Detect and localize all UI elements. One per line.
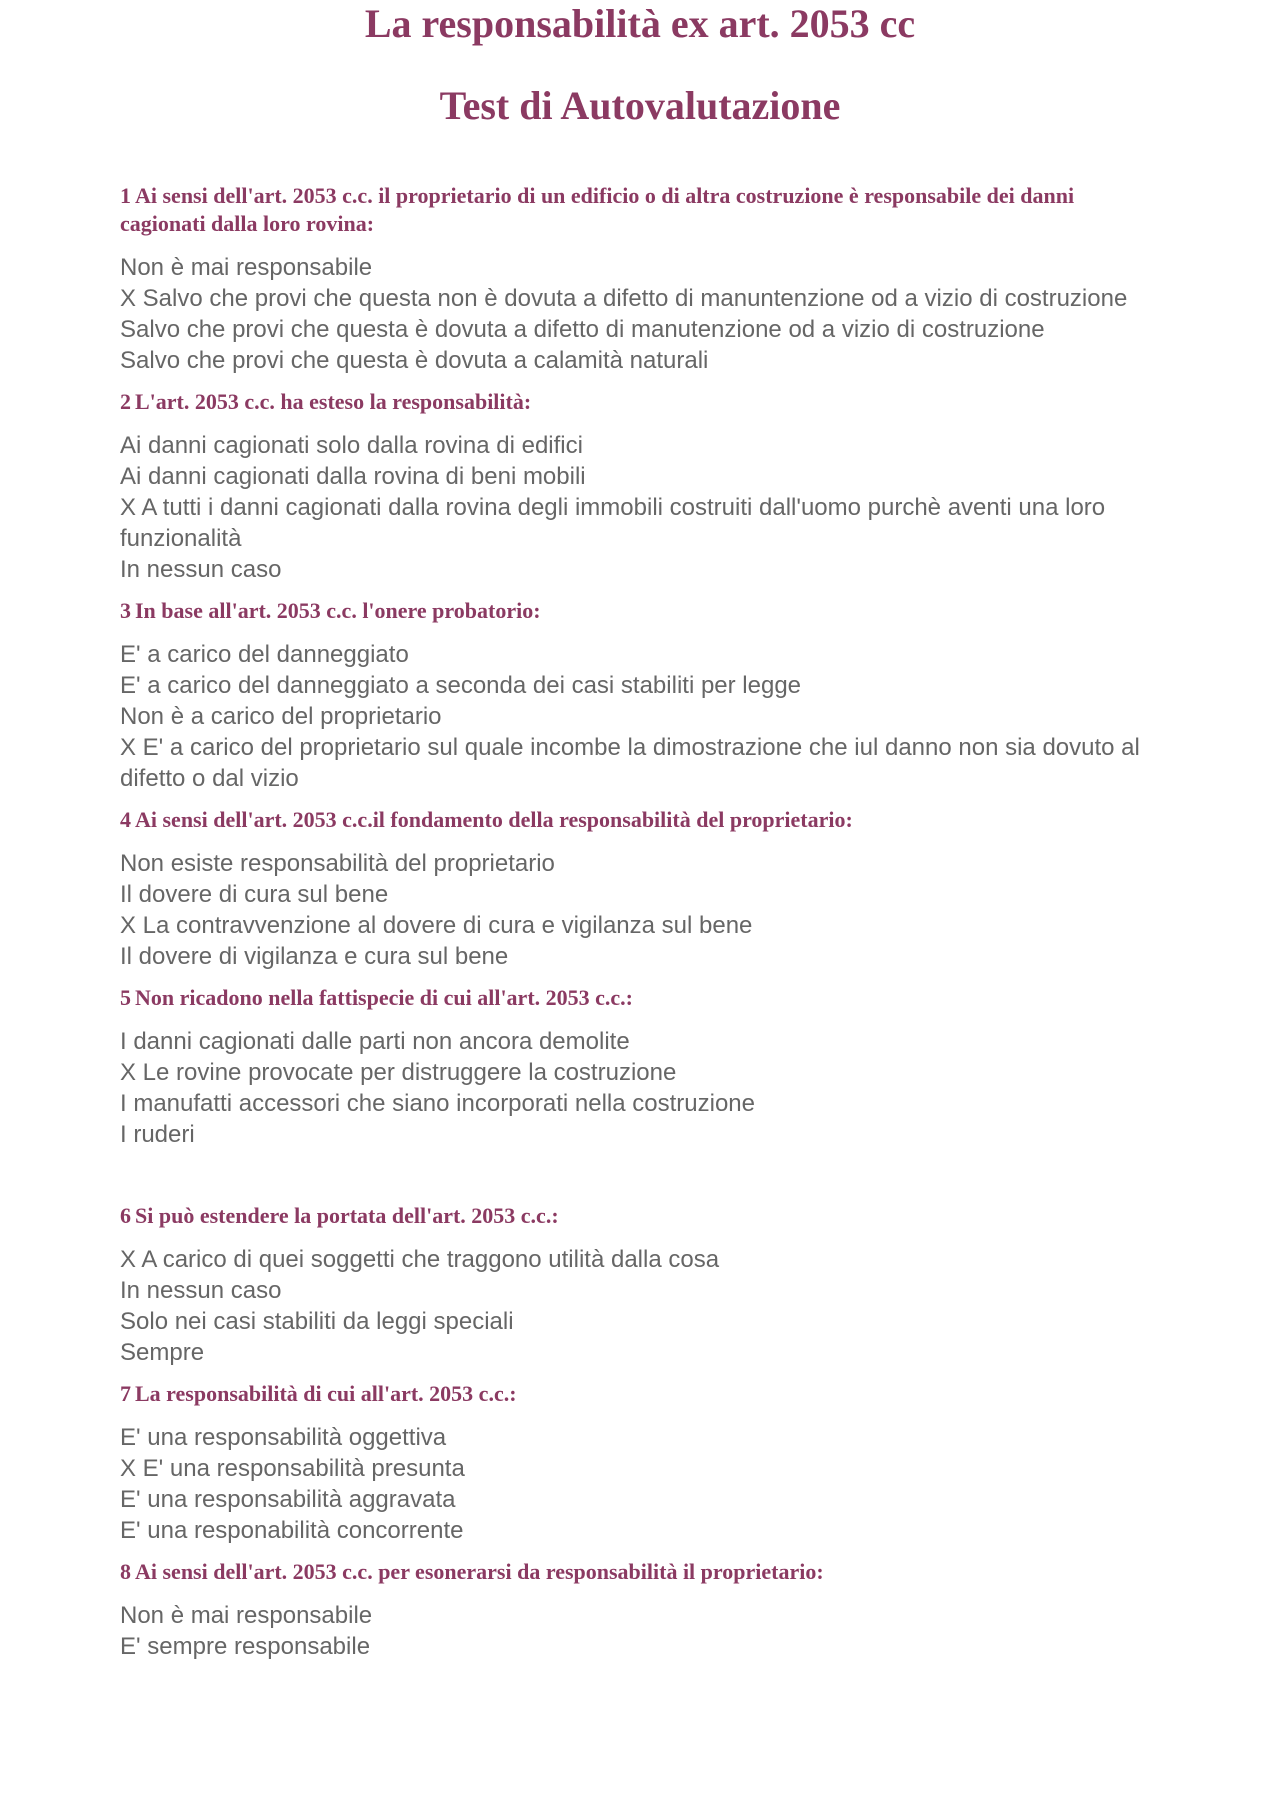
answer-list [120, 1026, 1140, 1150]
answer-option: Non è a carico del proprietario [120, 703, 442, 730]
question-number: 8 [120, 1559, 131, 1584]
answer-option: X A carico di quei soggetti che traggono utilità dalla cosa [120, 1246, 720, 1273]
answer-option: In nessun caso [120, 556, 282, 583]
question-text [120, 1380, 1140, 1408]
answer-option: I danni cagionati dalle parti non ancora demolite [120, 1028, 630, 1055]
question-number: 7 [120, 1381, 131, 1406]
answer-option: Non esiste responsabilità del proprietario [120, 850, 555, 877]
question-text [120, 806, 1140, 834]
question-text [120, 182, 1140, 238]
question-1 [120, 182, 1140, 376]
answer-option: Ai danni cagionati solo dalla rovina di edifici [120, 432, 583, 459]
question-5 [120, 984, 1140, 1150]
answer-option: In nessun caso [120, 1277, 282, 1304]
answer-option: X Le rovine provocate per distruggere la costruzione [120, 1059, 677, 1086]
answer-option: E' a carico del danneggiato a seconda dei casi stabiliti per legge [120, 672, 802, 699]
answer-option: Il dovere di vigilanza e cura sul bene [120, 943, 509, 970]
questions-list [120, 182, 1140, 1674]
answer-option: E' una responsabilità oggettiva [120, 1424, 447, 1451]
answer-list [120, 848, 1140, 972]
question-number: 3 [120, 598, 131, 623]
question-text [120, 1202, 1140, 1230]
question-text [120, 984, 1140, 1012]
question-number: 2 [120, 389, 131, 414]
question-8 [120, 1558, 1140, 1662]
answer-option: E' una responsabilità aggravata [120, 1486, 456, 1513]
question-number: 5 [120, 985, 131, 1010]
question-prompt: L'art. 2053 c.c. ha esteso la responsabilità: [135, 389, 532, 414]
answer-option: Non è mai responsabile [120, 254, 373, 281]
question-number: 4 [120, 807, 131, 832]
document-title: La responsabilità ex art. 2053 cc [364, 1, 916, 46]
question-prompt: In base all'art. 2053 c.c. l'onere probatorio: [135, 598, 541, 623]
answer-option: I manufatti accessori che siano incorporati nella costruzione [120, 1090, 755, 1117]
question-number: 6 [120, 1203, 131, 1228]
answer-option: X A tutti i danni cagionati dalla rovina degli immobili costruiti dall'uomo purchè aventi una loro funzionalità [120, 494, 1106, 552]
answer-option: Solo nei casi stabiliti da leggi speciali [120, 1308, 514, 1335]
question-7 [120, 1380, 1140, 1546]
question-number: 1 [120, 183, 131, 208]
question-2 [120, 388, 1140, 585]
answer-option: Salvo che provi che questa è dovuta a calamità naturali [120, 347, 709, 374]
answer-option: Ai danni cagionati dalla rovina di beni mobili [120, 463, 586, 490]
question-text [120, 388, 1140, 416]
answer-option: X E' a carico del proprietario sul quale incombe la dimostrazione che iul danno non sia dovuto al difetto o dal vizio [120, 734, 1140, 792]
answer-list [120, 1422, 1140, 1546]
answer-option: Il dovere di cura sul bene [120, 881, 389, 908]
answer-option: E' una responabilità concorrente [120, 1517, 464, 1544]
question-4 [120, 806, 1140, 972]
answer-list [120, 639, 1140, 794]
question-6 [120, 1202, 1140, 1368]
answer-list [120, 252, 1140, 376]
answer-option: Sempre [120, 1339, 205, 1366]
question-prompt: La responsabilità di cui all'art. 2053 c.c.: [135, 1381, 517, 1406]
question-prompt: Ai sensi dell'art. 2053 c.c. per esonerarsi da responsabilità il proprietario: [135, 1559, 824, 1584]
answer-list [120, 1244, 1140, 1368]
answer-option: Salvo che provi che questa è dovuta a difetto di manutenzione od a vizio di costruzione [120, 316, 1045, 343]
question-prompt: Si può estendere la portata dell'art. 2053 c.c.: [135, 1203, 559, 1228]
question-text [120, 1558, 1140, 1586]
answer-option: X Salvo che provi che questa non è dovuta a difetto di manuntenzione od a vizio di costruzione [120, 285, 1128, 312]
answer-option: E' a carico del danneggiato [120, 641, 409, 668]
question-text [120, 597, 1140, 625]
answer-option: I ruderi [120, 1121, 195, 1148]
answer-option: X La contravvenzione al dovere di cura e vigilanza sul bene [120, 912, 753, 939]
question-prompt: Ai sensi dell'art. 2053 c.c.il fondamento della responsabilità del proprietario: [135, 807, 853, 832]
answer-option: Non è mai responsabile [120, 1602, 373, 1629]
document-subtitle: Test di Autovalutazione [439, 83, 841, 128]
answer-option: X E' una responsabilità presunta [120, 1455, 465, 1482]
answer-list [120, 430, 1140, 585]
question-prompt: Ai sensi dell'art. 2053 c.c. il proprietario di un edificio o di altra costruzione è responsabile dei danni cagionati dalla loro rovina: [120, 183, 1075, 236]
answer-option: E' sempre responsabile [120, 1633, 371, 1660]
question-3 [120, 597, 1140, 794]
answer-list [120, 1600, 1140, 1662]
question-prompt: Non ricadono nella fattispecie di cui all'art. 2053 c.c.: [135, 985, 633, 1010]
